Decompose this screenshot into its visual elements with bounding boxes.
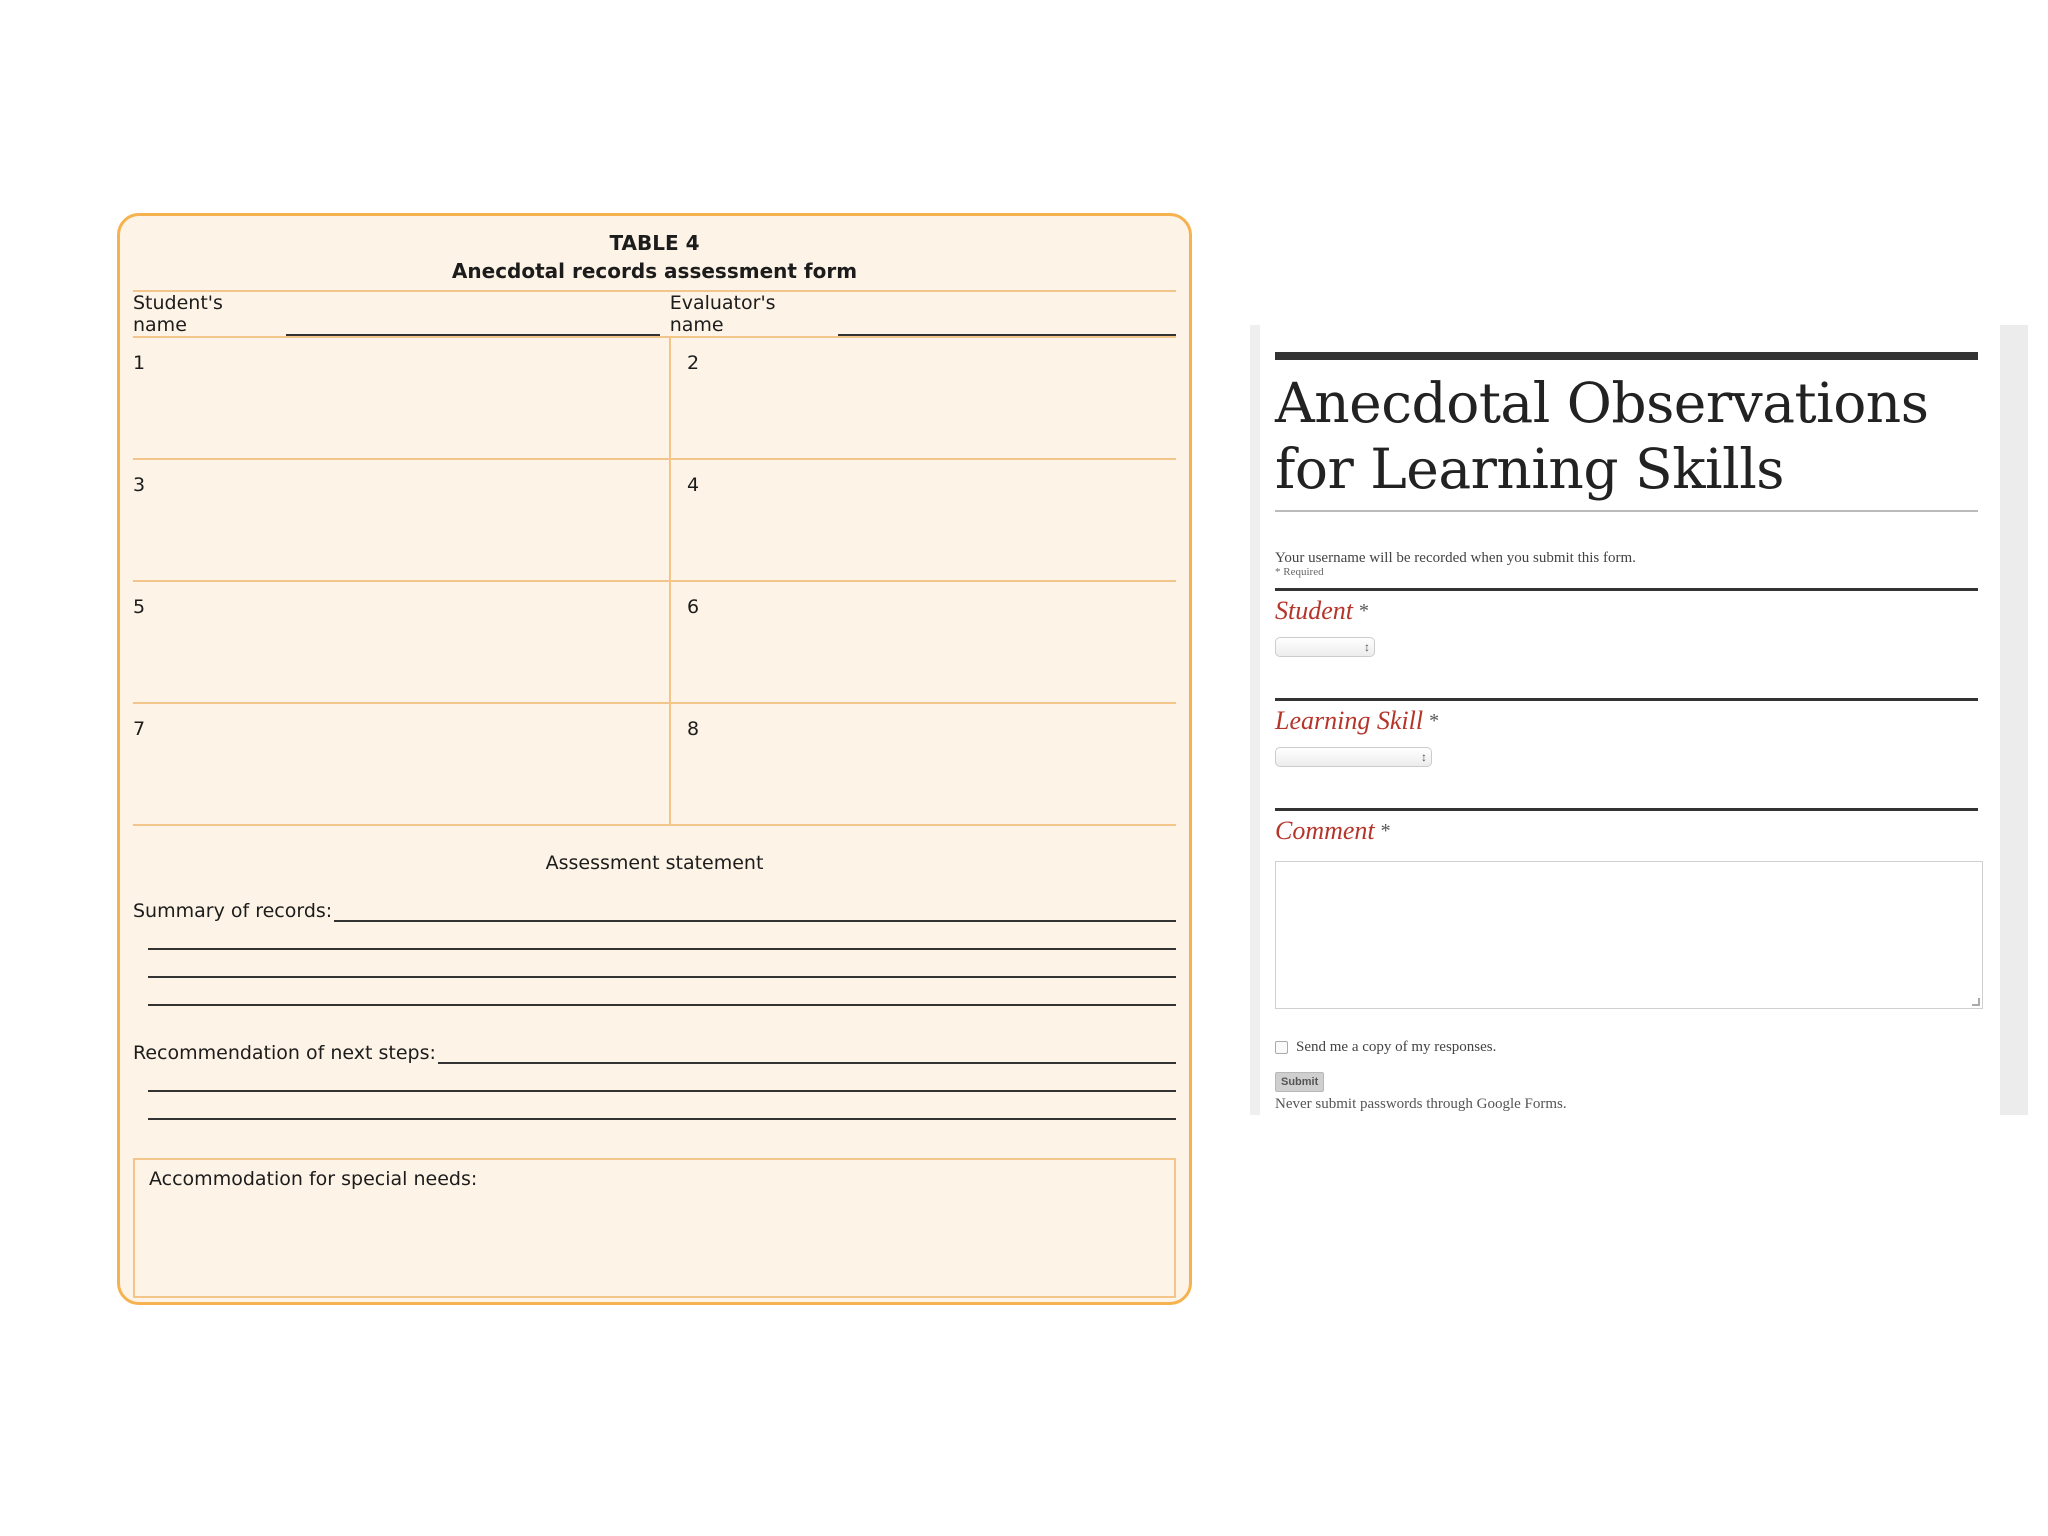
recommendation-label: Recommendation of next steps: (133, 1042, 436, 1064)
record-cell-2[interactable] (669, 338, 1176, 460)
record-cell-6[interactable] (669, 582, 1176, 704)
comment-textarea[interactable] (1275, 861, 1983, 1009)
evaluator-name-field[interactable] (670, 292, 1176, 336)
evaluator-name-line[interactable] (838, 316, 1176, 336)
select-arrows-icon: ↕ (1364, 640, 1370, 654)
names-row (133, 292, 1176, 336)
record-cell-1[interactable] (133, 338, 669, 460)
required-mark: * (1359, 600, 1369, 622)
learning-skill-select[interactable] (1275, 747, 1432, 767)
question-label: Learning Skill (1275, 706, 1424, 735)
cell-number: 7 (133, 718, 146, 740)
cell-number: 3 (133, 474, 146, 496)
copy-responses-row (1275, 1039, 1978, 1056)
copy-responses-checkbox[interactable] (1275, 1041, 1288, 1054)
required-note: * Required (1275, 566, 1324, 578)
records-grid (133, 338, 1176, 826)
student-name-label: Student's name (133, 292, 223, 336)
summary-line[interactable] (148, 950, 1176, 978)
summary-label: Summary of records: (133, 900, 333, 922)
form-header-bar (1275, 352, 1978, 360)
table-subtitle: Anecdotal records assessment form (451, 259, 858, 283)
record-cell-8[interactable] (669, 704, 1176, 826)
question-label: Student (1275, 596, 1353, 625)
accommodation-label: Accommodation for special needs: (149, 1168, 478, 1190)
copy-responses-label: Send me a copy of my responses. (1296, 1039, 1497, 1055)
required-mark: * (1429, 710, 1440, 732)
cell-number: 1 (133, 352, 146, 374)
evaluator-name-label: Evaluator's name (669, 292, 776, 336)
cell-number: 8 (687, 718, 700, 740)
cell-number: 5 (133, 596, 146, 618)
table-title (133, 229, 1176, 285)
question-label: Comment (1275, 816, 1375, 845)
anecdotal-records-form (117, 213, 1192, 1305)
table-number: TABLE 4 (609, 231, 700, 255)
record-cell-5[interactable] (133, 582, 669, 704)
recommendation-line[interactable] (438, 1044, 1176, 1064)
record-cell-7[interactable] (133, 704, 669, 826)
cell-number: 6 (687, 596, 700, 618)
question-learning-skill (1275, 698, 1978, 798)
required-mark: * (1380, 820, 1391, 842)
summary-line[interactable] (148, 978, 1176, 1006)
question-comment (1275, 808, 1978, 1009)
summary-line[interactable] (148, 922, 1176, 950)
recommendation-line[interactable] (148, 1092, 1176, 1120)
divider (1275, 510, 1978, 512)
student-select[interactable] (1275, 637, 1375, 657)
select-arrows-icon: ↕ (1421, 750, 1427, 764)
recommendation-field[interactable] (133, 1036, 1176, 1064)
record-cell-3[interactable] (133, 460, 669, 582)
question-student (1275, 588, 1978, 688)
student-name-field[interactable] (133, 292, 670, 336)
google-form-screenshot (1250, 325, 2028, 1115)
summary-field[interactable] (133, 894, 1176, 922)
cell-number: 4 (687, 474, 700, 496)
resize-handle-icon[interactable] (1972, 998, 1980, 1006)
assessment-heading: Assessment statement (545, 852, 764, 874)
username-note: Your username will be recorded when you submit this form. (1275, 550, 1636, 566)
recommendation-line[interactable] (148, 1064, 1176, 1092)
submit-button[interactable]: Submit (1275, 1072, 1324, 1092)
student-name-line[interactable] (286, 316, 660, 336)
form-title: Anecdotal Observations for Learning Skills (1275, 371, 1929, 501)
record-cell-4[interactable] (669, 460, 1176, 582)
password-warning: Never submit passwords through Google Forms. (1275, 1096, 1567, 1112)
cell-number: 2 (687, 352, 700, 374)
summary-line[interactable] (334, 902, 1176, 922)
accommodation-box[interactable] (133, 1158, 1176, 1298)
